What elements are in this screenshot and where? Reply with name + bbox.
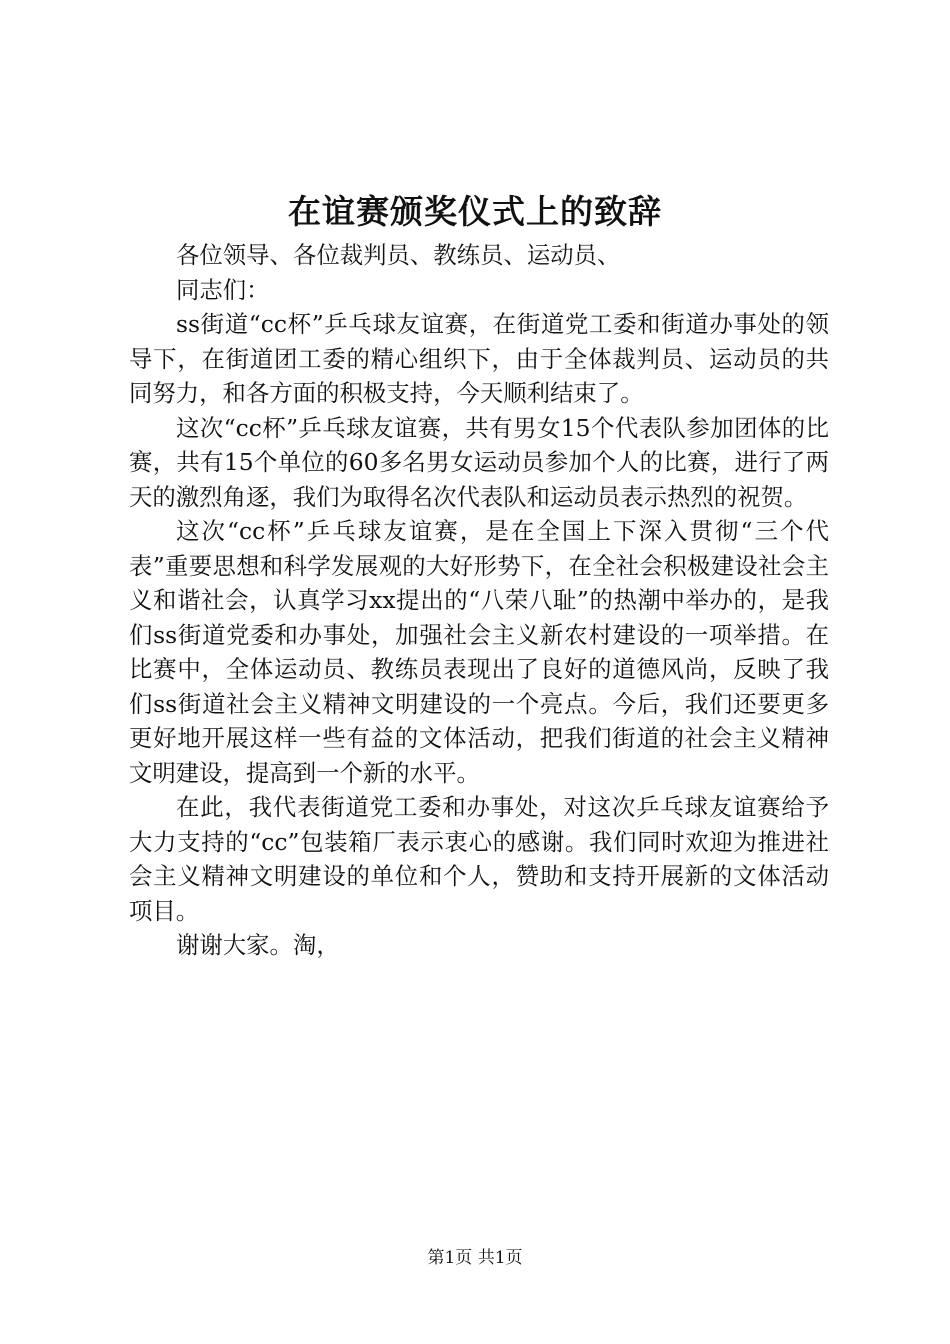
salutation-line-2: 同志们：: [176, 275, 270, 304]
paragraph-1: ss街道“cc杯”乒乓球友谊赛，在街道党工委和街道办事处的领导下，在街道团工委的精心组织下，由于全体裁判员、运动员的共同努力，和各方面的积极支持，今天顺利结束了。: [129, 310, 829, 407]
paragraph-2: 这次“cc杯”乒乓球友谊赛，共有男女15个代表队参加团体的比赛，共有15个单位的60多名男女运动员参加个人的比赛，进行了两天的激烈角逐，我们为取得名次代表队和运动员表示热烈的祝贺。: [129, 413, 829, 511]
page-footer: 第1页 共1页: [427, 1248, 523, 1268]
paragraph-3: 这次“cc杯”乒乓球友谊赛，是在全国上下深入贯彻“三个代表”重要思想和科学发展观的大好形势下，在全社会积极建设社会主义和谐社会，认真学习xx提出的“八荣八耻”的热潮中举办的，是我们ss街道党委和办事处，加强社会主义新农村建设的一项举措。在比赛中，全体运动员、教练员表现出了良好的道德风尚，反映了我们ss街道社会主义精神文明建设的一个亮点。今后，我们还要更多更好地开展这样一些有益的文体活动，把我们街道的社会主义精神文明建设，提高到一个新的水平。: [129, 517, 829, 787]
closing-line: 谢谢大家。淘，: [176, 931, 340, 959]
salutation-line-1: 各位领导、各位裁判员、教练员、运动员、: [176, 241, 621, 269]
document-title: 在谊赛颁奖仪式上的致辞: [288, 192, 662, 231]
paragraph-4: 在此，我代表街道党工委和办事处，对这次乒乓球友谊赛给予大力支持的“cc”包装箱厂表示衷心的感谢。我们同时欢迎为推进社会主义精神文明建设的单位和个人，赞助和支持开展新的文体活动项目。: [129, 793, 829, 925]
document-body: [129, 238, 829, 963]
